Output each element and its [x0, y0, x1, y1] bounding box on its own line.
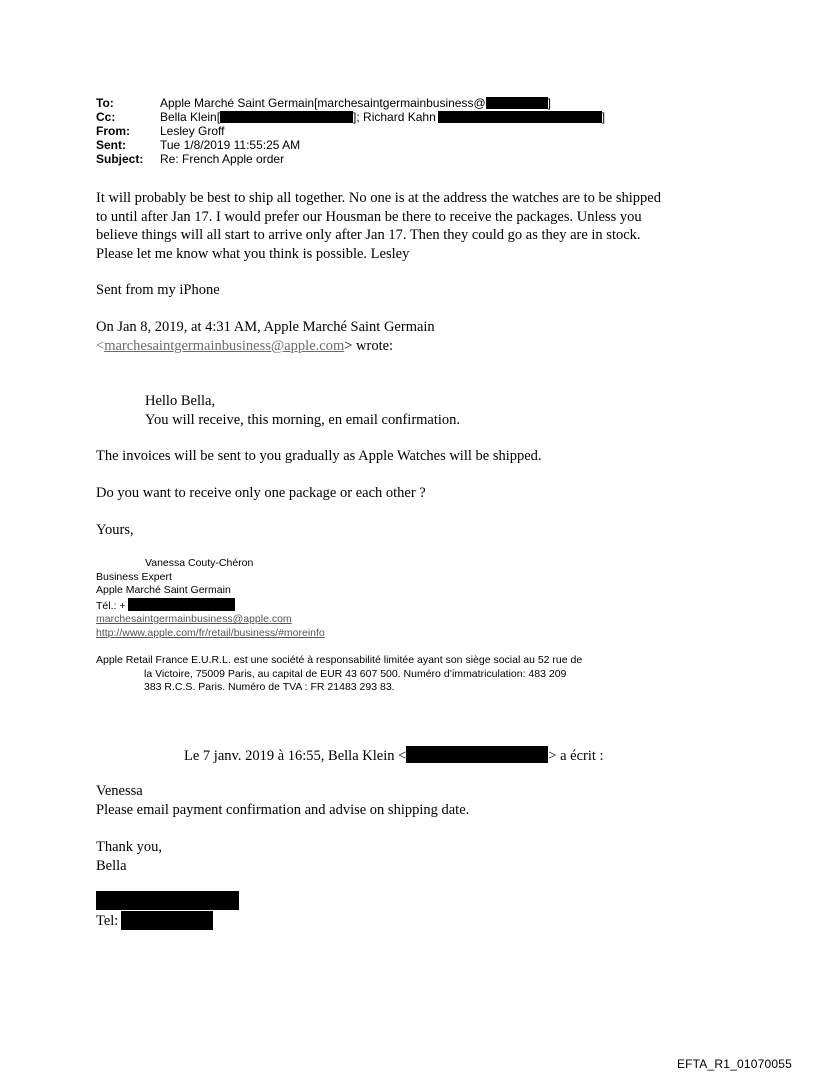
sent-label: Sent: [96, 138, 126, 152]
quoted-email-link[interactable]: marchesaintgermainbusiness@apple.com [104, 337, 345, 354]
to-label: To: [96, 96, 114, 110]
invoices-line: The invoices will be sent to you gradually as Apple Watches will be shipped. [96, 448, 542, 464]
cc-label: Cc: [96, 110, 116, 124]
quote-intro-line: On Jan 8, 2019, at 4:31 AM, Apple Marché Saint Germain [96, 319, 435, 335]
body-line: It will probably be best to ship all together. No one is at the address the watches are to be shipped [96, 190, 661, 206]
signature-store: Apple Marché Saint Germain [96, 584, 231, 596]
signature-tel: Tél.: + [96, 598, 325, 614]
earlier-greeting: Venessa [96, 783, 143, 799]
quote-intro-line: <marchesaintgermainbusiness@apple.com> wrote: [96, 337, 394, 354]
sign-line: Bella [96, 857, 127, 874]
to-value: Apple Marché Saint Germain[marchesaintgermainbusiness@ [160, 96, 486, 110]
redaction-bar [96, 891, 239, 910]
from-label: From: [96, 124, 130, 138]
question-line: Do you want to receive only one package or each other ? [96, 485, 426, 501]
redaction-bar [121, 911, 213, 930]
redaction-bar [406, 746, 548, 763]
to-close: ] [547, 96, 552, 110]
sent-from-iphone: Sent from my iPhone [96, 282, 220, 298]
redaction-bar [548, 111, 602, 123]
subject-label: Subject: [96, 152, 144, 166]
thanks-line: Thank you, [96, 839, 163, 855]
redaction-bar [220, 111, 353, 123]
document-id: EFTA_R1_01070055 [676, 1057, 792, 1071]
redaction-bar [438, 111, 548, 123]
cc-close: ] [601, 110, 606, 124]
yours-line: Yours, [96, 522, 134, 538]
signature-name: Vanessa Couty-Chéron [145, 557, 254, 569]
earlier-tel: Tel: [96, 911, 213, 931]
cc-name-1: Bella Klein[ [160, 110, 221, 124]
confirmation-line: You will receive, this morning, en email confirmation. [145, 411, 461, 428]
sent-value: Tue 1/8/2019 11:55:25 AM [160, 138, 301, 152]
signature-url-link[interactable]: http://www.apple.com/fr/retail/business/#moreinfo [96, 626, 325, 639]
quote-intro [96, 318, 435, 355]
from-value: Lesley Groff [160, 124, 225, 138]
earlier-body [96, 782, 469, 819]
body-line: Please let me know what you think is possible. Lesley [96, 245, 410, 262]
redacted-name-block [96, 891, 239, 913]
quoted-greeting [145, 392, 460, 429]
legal-line: Apple Retail France E.U.R.L. est une société à responsabilité limitée ayant son siège social au 52 rue de [96, 654, 583, 666]
hello-line: Hello Bella, [145, 393, 216, 409]
legal-line: 383 R.C.S. Paris. Numéro de TVA : FR 21483 293 83. [144, 681, 395, 693]
signature-email-link[interactable]: marchesaintgermainbusiness@apple.com [96, 613, 292, 625]
body-line: to until after Jan 17. I would prefer our Housman be there to receive the packages. Unless you [96, 208, 642, 225]
signature [96, 557, 325, 640]
redaction-bar [128, 598, 235, 611]
legal-line: la Victoire, 75009 Paris, au capital de EUR 43 607 500. Numéro d’immatriculation: 483 209 [144, 667, 567, 680]
earlier-closing [96, 838, 162, 875]
reply-paragraph [96, 189, 661, 263]
body-line: believe things will all start to arrive only after Jan 17. Then they could go as they are in stock. [96, 227, 641, 243]
subject-value: Re: French Apple order [160, 152, 285, 166]
legal-notice [96, 654, 582, 695]
redaction-bar [486, 97, 548, 109]
earlier-request: Please email payment confirmation and advise on shipping date. [96, 801, 470, 818]
cc-separator: ]; Richard Kahn [353, 110, 436, 124]
earlier-intro: Le 7 janv. 2019 à 16:55, Bella Klein < > a écrit : [184, 748, 604, 764]
signature-title: Business Expert [96, 570, 172, 583]
